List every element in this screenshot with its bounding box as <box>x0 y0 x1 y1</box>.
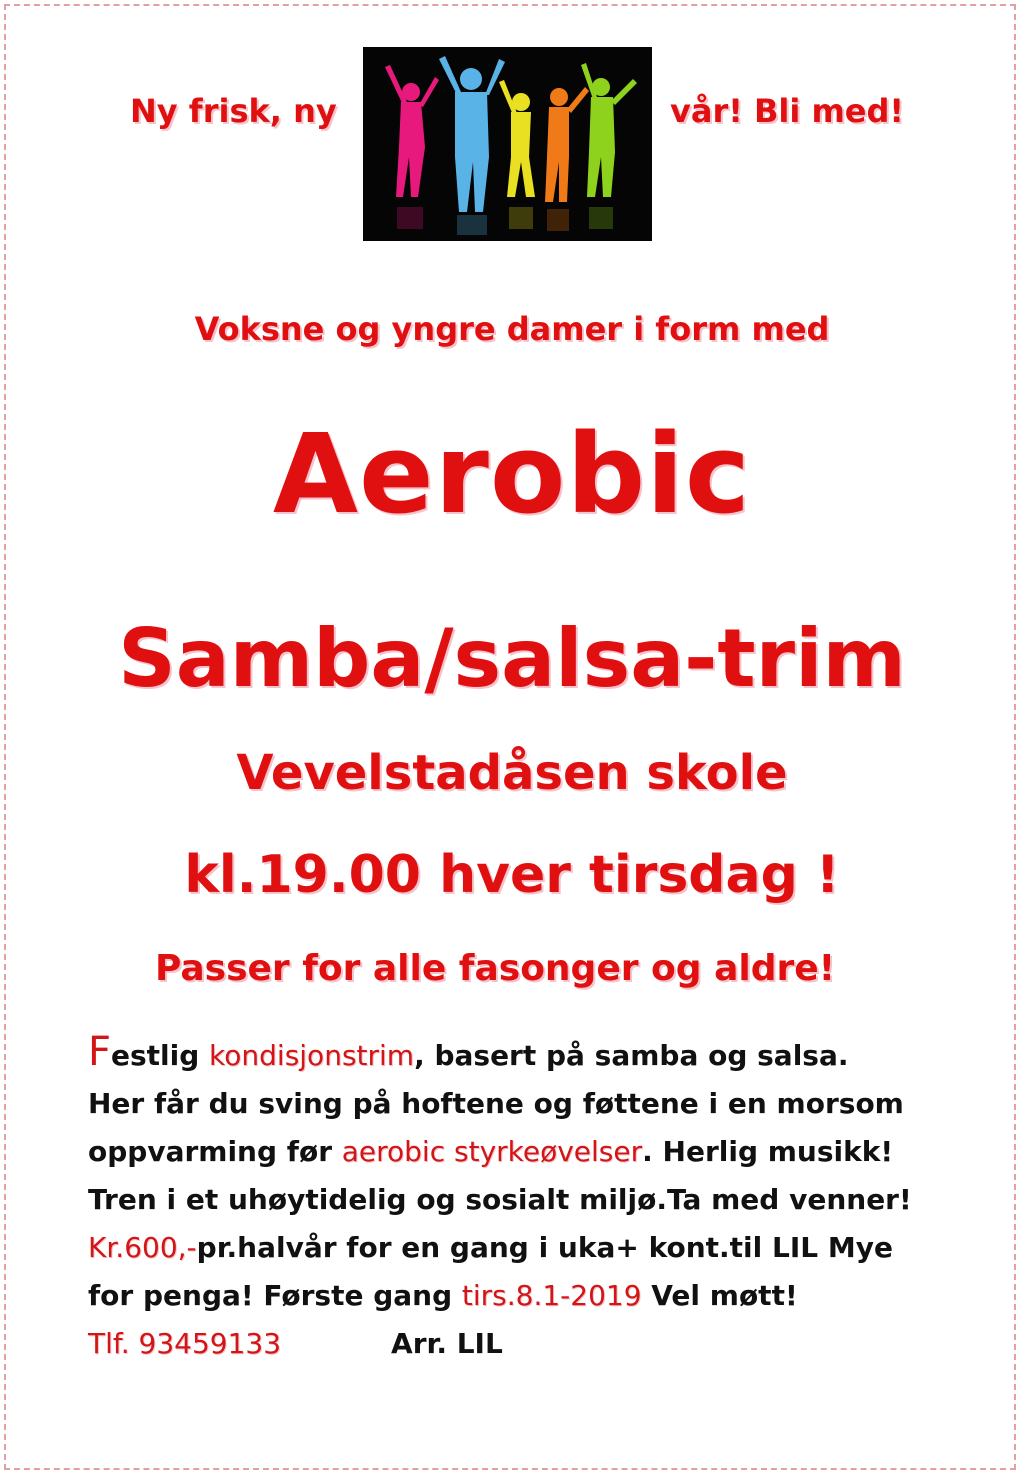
suitable-note: Passer for alle fasonger og aldre! <box>154 948 836 989</box>
text-segment: estlig <box>111 1039 210 1072</box>
subtitle: Voksne og yngre damer i form med <box>194 310 830 348</box>
price: Kr.600,- <box>88 1231 197 1264</box>
highlight: aerobic styrkeøvelser <box>341 1135 643 1168</box>
description-line-5 <box>88 1224 988 1272</box>
phone: Tlf. 93459133 <box>88 1327 282 1360</box>
location: Vevelstadåsen skole <box>236 745 788 801</box>
description-line-7 <box>88 1320 988 1368</box>
secondary-title: Samba/salsa-trim <box>118 612 906 705</box>
start-date: tirs.8.1-2019 <box>461 1279 642 1312</box>
text-segment: Vel møtt! <box>641 1279 798 1312</box>
dancers-silhouettes-icon <box>363 47 652 241</box>
headline-right: vår! Bli med! <box>670 92 904 130</box>
text-segment: oppvarming før <box>88 1135 342 1168</box>
highlight: kondisjonstrim <box>209 1039 415 1072</box>
description-line-3 <box>88 1128 988 1176</box>
headline-left: Ny frisk, ny <box>130 92 337 130</box>
description-line-1 <box>88 1028 988 1080</box>
dancers-image <box>363 47 652 241</box>
description <box>88 1028 988 1368</box>
page-title: Aerobic <box>272 410 752 538</box>
drop-cap: F <box>88 1029 112 1075</box>
text-segment: , basert på samba og salsa. <box>414 1039 849 1072</box>
text-segment: . Herlig musikk! <box>642 1135 894 1168</box>
description-line-2: Her får du sving på hoftene og føttene i en morsom <box>88 1087 904 1120</box>
description-line-4: Tren i et uhøytidelig og sosialt miljø.Ta med venner! <box>88 1183 912 1216</box>
time: kl.19.00 hver tirsdag ! <box>184 845 840 905</box>
text-segment: for penga! Første gang <box>88 1279 462 1312</box>
organizer: Arr. LIL <box>391 1327 503 1360</box>
text-segment: pr.halvår for en gang i uka+ kont.til LIL Mye <box>196 1231 893 1264</box>
description-line-6 <box>88 1272 988 1320</box>
